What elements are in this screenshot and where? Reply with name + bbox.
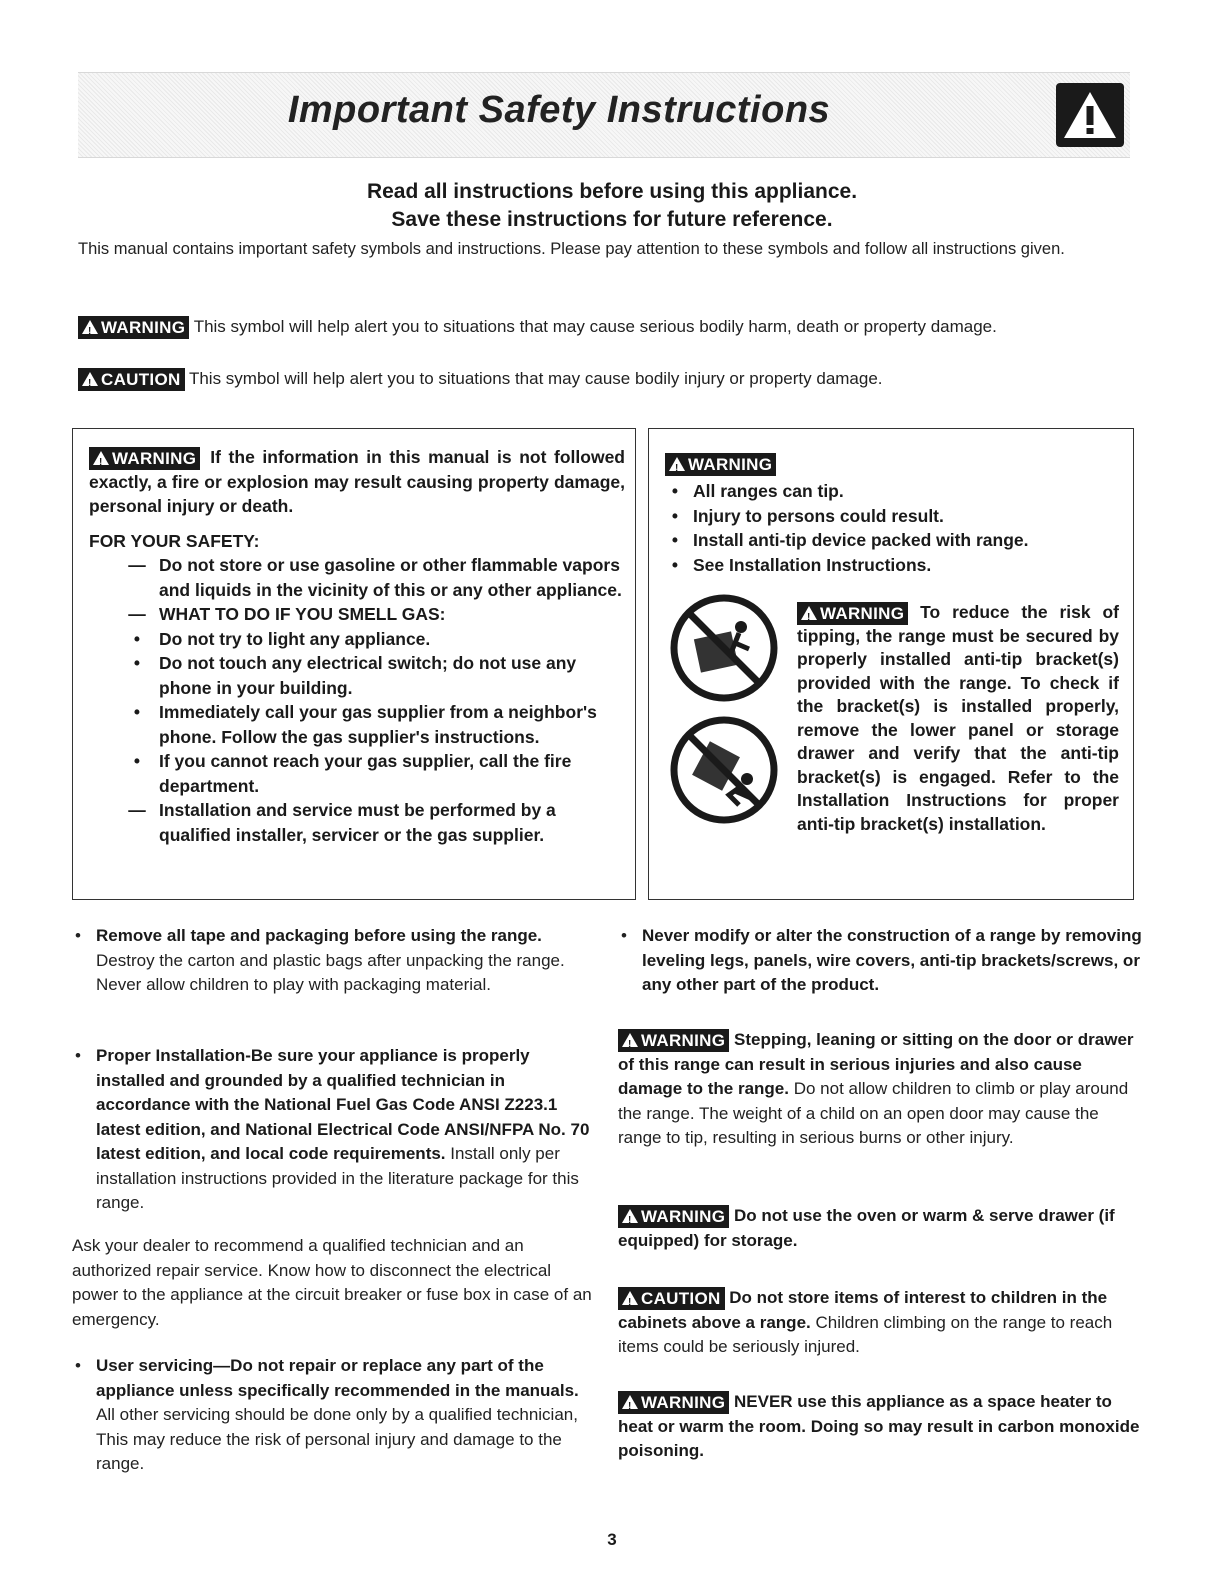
safety-list	[128, 553, 625, 847]
list-item: — Installation and service must be performed by a qualified installer, servicer or the gas supplier.	[128, 800, 556, 845]
space-heater-warning-para: !WARNING NEVER use this appliance as a space heater to heat or warm the room. Doing so may result in carbon monoxide poisoning.	[618, 1390, 1146, 1464]
warning-badge-label: WARNING	[641, 1393, 726, 1413]
warning-badge-label: WARNING	[112, 448, 197, 468]
gas-warning-lead	[89, 445, 625, 519]
warning-badge	[78, 316, 189, 339]
warning-badge-label: WARNING	[641, 1031, 726, 1051]
tip-warning-paragraph	[797, 601, 1119, 836]
list-item: • Injury to persons could result.	[671, 505, 944, 526]
warning-triangle-icon	[1056, 83, 1124, 147]
list-item: • Do not try to light any appliance.	[133, 628, 431, 649]
warning-symbol-line	[78, 316, 997, 339]
caution-badge	[78, 368, 185, 391]
list-item: • Do not touch any electrical switch; do not use any phone in your building.	[133, 653, 577, 698]
warning-badge	[618, 1029, 729, 1052]
user-servicing-para: • User servicing—Do not repair or replace any part of the appliance unless specifically recommended in the manuals. All other servicing should be done only by a qualified technician, This may reduce the risk of personal injury and damage to the range.	[75, 1356, 579, 1473]
warning-badge-label: WARNING	[641, 1207, 726, 1227]
caution-symbol-line	[78, 368, 883, 391]
warning-badge	[797, 602, 908, 625]
header-banner	[78, 72, 1130, 158]
warning-sign-icon	[622, 1395, 638, 1409]
list-item: — WHAT TO DO IF YOU SMELL GAS:	[128, 604, 446, 624]
warning-sign-icon	[622, 1209, 638, 1223]
list-item: • Install anti-tip device packed with range.	[671, 530, 1029, 550]
dealer-para: Ask your dealer to recommend a qualified technician and an authorized repair service. Know how to disconnect the electrical power to the appliance at the circuit breaker or fuse box in case of an emergency.	[72, 1236, 592, 1329]
for-your-safety-heading: FOR YOUR SAFETY:	[89, 531, 260, 551]
warning-sign-icon	[801, 606, 817, 620]
warning-badge	[618, 1205, 729, 1228]
list-item: — Do not store or use gasoline or other flammable vapors and liquids in the vicinity of this or any other appliance.	[128, 555, 622, 600]
warning-sign-icon	[93, 451, 109, 465]
page-title: Important Safety Instructions	[287, 89, 831, 131]
tip-warning-box	[648, 428, 1134, 900]
cabinet-caution-para: !CAUTION Do not store items of interest to children in the cabinets above a range. Children climbing on the range to reach items could be seriously injured.	[618, 1286, 1146, 1360]
warning-badge	[89, 447, 200, 470]
caution-symbol-text: This symbol will help alert you to situations that may cause bodily injury or property damage.	[188, 368, 883, 388]
oven-storage-warning-para: !WARNING Do not use the oven or warm & serve drawer (if equipped) for storage.	[618, 1204, 1146, 1253]
caution-badge-label: CAUTION	[101, 370, 181, 389]
warning-badge	[665, 453, 776, 476]
warning-badge-label: WARNING	[688, 455, 773, 474]
list-item: • If you cannot reach your gas supplier, call the fire department.	[133, 751, 572, 796]
never-modify-para: • Never modify or alter the construction of a range by removing leveling legs, panels, wire covers, anti-tip brackets/screws, or any other part of the product.	[621, 926, 1142, 994]
warning-badge-label: WARNING	[101, 318, 186, 337]
warning-sign-icon	[82, 320, 98, 334]
tip-warning-text: To reduce the risk of tipping, the range must be secured by properly installed anti-tip bracket(s) provided with the range. To check if the bracket(s) is installed properly, remove the lower panel or storage drawer and verify that the anti-tip bracket(s) is engaged. Refer to the Installation Instructions for proper anti-tip bracket(s) installation.	[797, 602, 1119, 834]
tip-bullets	[671, 479, 1123, 577]
page-number: 3	[607, 1530, 617, 1549]
warning-badge	[618, 1391, 729, 1414]
stepping-warning-para: !WARNING Stepping, leaning or sitting on the door or drawer of this range can result in serious injuries and also cause damage to the range. Do not allow children to climb or play around the range. The weight of a child on an open door may cause the range to tip, resulting in serious burns or other injury.	[618, 1028, 1146, 1151]
caution-sign-icon	[82, 372, 98, 386]
tip-warning-header	[665, 453, 776, 476]
no-tip-fall-icon	[669, 715, 779, 830]
tape-packaging-para: • Remove all tape and packaging before using the range. Destroy the carton and plastic bags after unpacking the range. Never allow children to play with packaging material.	[75, 926, 565, 994]
warning-badge-label: WARNING	[820, 603, 905, 623]
subhead-read: Read all instructions before using this appliance.	[366, 180, 858, 203]
caution-badge-label: CAUTION	[641, 1289, 721, 1309]
gas-warning-lead-text: If the information in this manual is not followed exactly, a fire or explosion may result causing property damage, personal injury or death.	[89, 447, 625, 517]
list-item: • All ranges can tip.	[671, 481, 844, 501]
warning-sign-icon	[622, 1033, 638, 1047]
proper-installation-para: • Proper Installation-Be sure your appliance is properly installed and grounded by a qualified technician in accordance with the National Fuel Gas Code ANSI Z223.1 latest edition, and National Electrical Code ANSI/NFPA No. 70 latest edition, and local code requirements. Install only per installation instructions provided in the literature package for this range.	[75, 1046, 590, 1212]
list-item: • Immediately call your gas supplier from a neighbor's phone. Follow the gas supplier's instructions.	[133, 702, 597, 747]
list-item: • See Installation Instructions.	[671, 554, 932, 575]
warning-symbol-text: This symbol will help alert you to situations that may cause serious bodily harm, death or property damage.	[193, 316, 997, 336]
intro-text: This manual contains important safety symbols and instructions. Please pay attention to these symbols and follow all instructions given.	[78, 240, 1065, 258]
warning-sign-icon	[669, 457, 685, 471]
no-tip-climb-icon	[669, 593, 779, 708]
caution-sign-icon	[622, 1291, 638, 1305]
gas-warning-box	[72, 428, 636, 900]
subhead-save: Save these instructions for future reference.	[391, 208, 833, 231]
caution-badge	[618, 1287, 725, 1310]
